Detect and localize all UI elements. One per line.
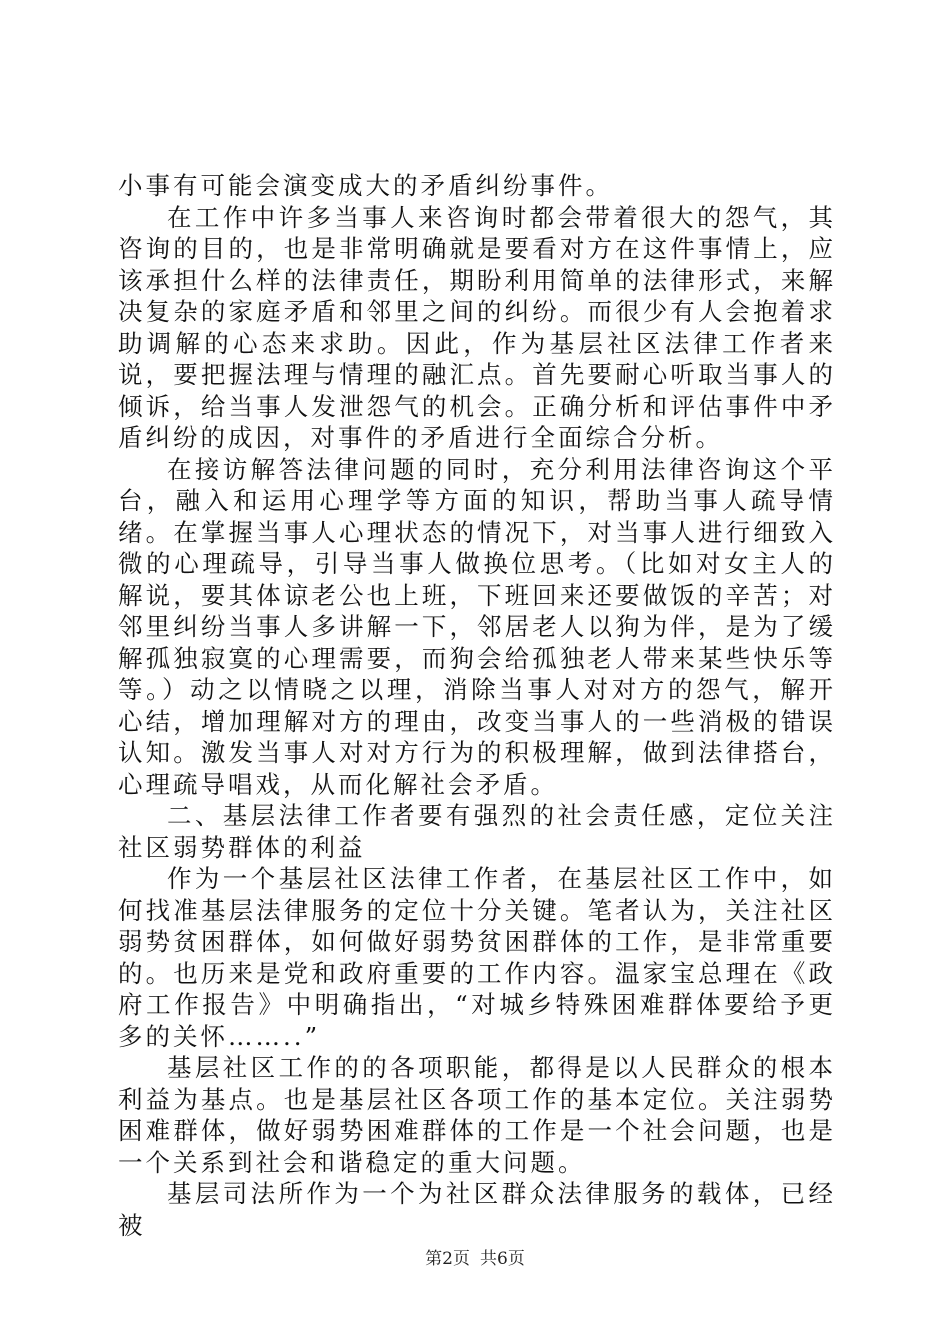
page-footer: [0, 1244, 950, 1269]
page-total: 共6页: [480, 1249, 525, 1269]
paragraph: 在工作中许多当事人来咨询时都会带着很大的怨气，其咨询的目的，也是非常明确就是要看对方在这件事情上，应该承担什么样的法律责任，期盼利用简单的法律形式，来解决复杂的家庭矛盾和邻里之间的纠纷。而很少有人会抱着求助调解的心态来求助。因此，作为基层社区法律工作者来说，要把握法理与情理的融汇点。首先要耐心听取当事人的倾诉，给当事人发泄怨气的机会。正确分析和评估事件中矛盾纠纷的成因，对事件的矛盾进行全面综合分析。: [118, 202, 836, 452]
paragraph: 在接访解答法律问题的同时，充分利用法律咨询这个平台，融入和运用心理学等方面的知识，帮助当事人疏导情绪。在掌握当事人心理状态的情况下，对当事人进行细致入微的心理疏导，引导当事人做换位思考。（比如对女主人的解说，要其体谅老公也上班，下班回来还要做饭的辛苦；对邻里纠纷当事人多讲解一下，邻居老人以狗为伴，是为了缓解孤独寂寞的心理需要，而狗会给孤独老人带来某些快乐等等。）动之以情晓之以理，消除当事人对对方的怨气，解开心结，增加理解对方的理由，改变当事人的一些消极的错误认知。激发当事人对对方行为的积极理解，做到法律搭台，心理疏导唱戏，从而化解社会矛盾。: [118, 454, 836, 799]
paragraph: 基层司法所作为一个为社区群众法律服务的载体，已经被: [118, 1179, 836, 1240]
section-heading: 二、基层法律工作者要有强烈的社会责任感，定位关注社区弱势群体的利益: [118, 801, 836, 862]
page-number: 第2页: [425, 1249, 470, 1269]
paragraph: 作为一个基层社区法律工作者，在基层社区工作中，如何找准基层法律服务的定位十分关键。笔者认为，关注社区弱势贫困群体，如何做好弱势贫困群体的工作，是非常重要的。也历来是党和政府重要的工作内容。温家宝总理在《政府工作报告》中明确指出，“对城乡特殊困难群体要给予更多的关怀……..”: [118, 864, 836, 1051]
paragraph: 基层社区工作的的各项职能，都得是以人民群众的根本利益为基点。也是基层社区各项工作的基本定位。关注弱势困难群体，做好弱势困难群体的工作是一个社会问题，也是一个关系到社会和谐稳定的重大问题。: [118, 1053, 836, 1177]
document-body: [118, 170, 836, 1241]
paragraph: 小事有可能会演变成大的矛盾纠纷事件。: [118, 171, 613, 200]
